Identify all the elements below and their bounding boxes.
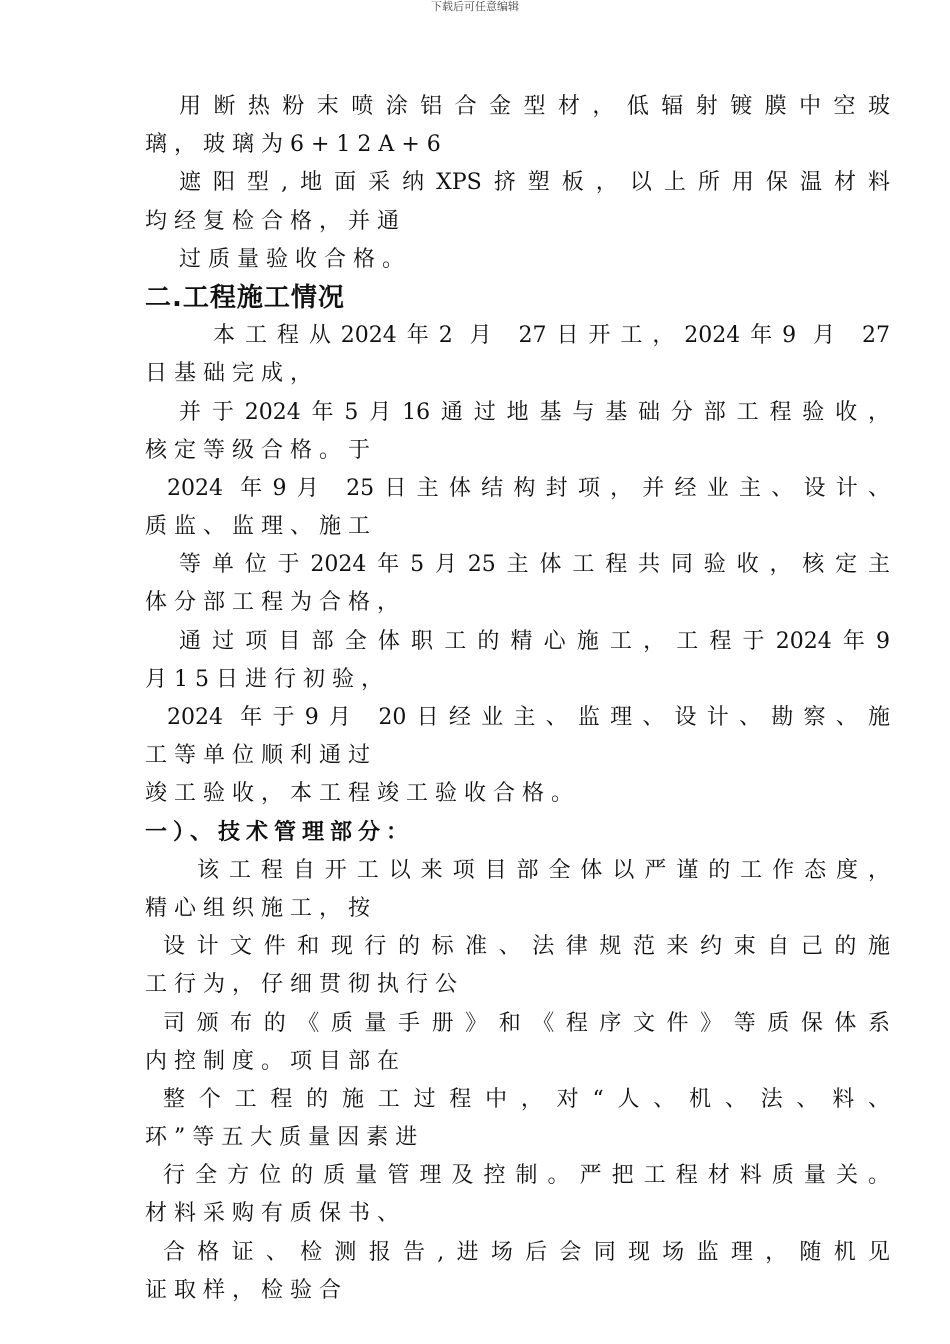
text-line: 遮阳型,地面采纳XPS挤塑板，以上所用保温材料	[179, 170, 890, 196]
text-line: 该工程自开工以来项目部全体以严谨的工作态度，	[197, 857, 890, 883]
text-line: 行全方位的质量管理及控制。严把工程材料质量关。	[163, 1163, 890, 1189]
watermark-header: 下载后可任意编辑	[431, 0, 519, 13]
text-line: 核定等级合格。于	[145, 437, 378, 463]
text-line: 工等单位顺利通过	[145, 743, 378, 769]
text-line: 2024 年于9月 20日经业主、监理、设计、勘察、施	[167, 705, 890, 730]
subsection-heading: 一）、技术管理部分：	[145, 819, 415, 845]
text-line: 竣工验收，本工程竣工验收合格。	[145, 781, 581, 807]
section-heading: 二.工程施工情况	[145, 282, 345, 313]
text-line: 设计文件和现行的标准、法律规范来约束自己的施	[163, 934, 890, 960]
text-line: 本工程从2024年2 月 27日开工，2024年9 月 27	[213, 323, 890, 349]
text-line: 过质量验收合格。	[179, 246, 412, 272]
text-line: 日基础完成，	[145, 361, 320, 387]
text-line: 工行为，仔细贯彻执行公	[145, 972, 465, 998]
text-line: 用断热粉末喷涂铝合金型材，低辐射镀膜中空玻	[179, 94, 890, 119]
text-line: 等单位于2024年5月25主体工程共同验收，核定主	[179, 552, 890, 578]
text-line: 2024 年9月 25日主体结构封项，并经业主、设计、	[167, 475, 890, 501]
text-line: 内控制度。项目部在	[145, 1048, 407, 1074]
document-body	[145, 88, 890, 1310]
text-line: 质监、监理、施工	[145, 514, 378, 540]
text-line: 精心组织施工，按	[145, 895, 378, 921]
text-line: 均经复检合格，并通	[145, 208, 407, 234]
text-line: 璃，玻璃为6+12A+6	[145, 132, 448, 158]
text-line: 通过项目部全体职工的精心施工，工程于2024年9	[179, 628, 890, 654]
text-line: 体分部工程为合格，	[145, 590, 407, 616]
text-line: 月15日进行初验，	[145, 666, 390, 692]
text-line: 并于2024年5月16通过地基与基础分部工程验收，	[179, 399, 890, 425]
text-line: 环”等五大质量因素进	[145, 1125, 425, 1151]
text-line: 证取样，检验合	[145, 1277, 349, 1303]
text-line: 司颁布的《质量手册》和《程序文件》等质保体系	[163, 1010, 890, 1036]
text-line: 合格证、检测报告,进场后会同现场监理，随机见	[163, 1239, 890, 1265]
text-line: 材料采购有质保书、	[145, 1201, 407, 1227]
text-line: 整个工程的施工过程中，对“人、机、法、料、	[163, 1086, 890, 1112]
